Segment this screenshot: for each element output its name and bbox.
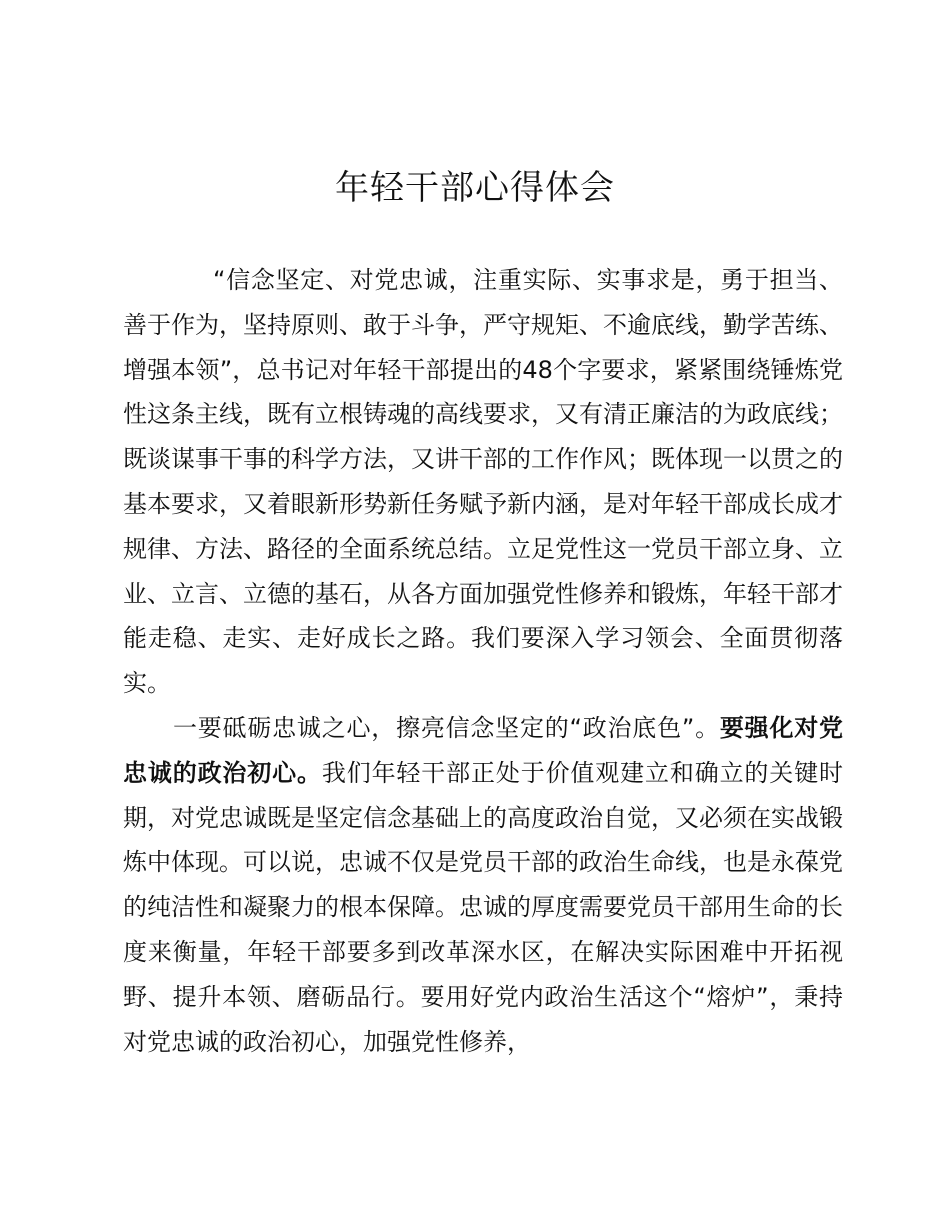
paragraph-intro: “信念坚定、对党忠诚，注重实际、实事求是，勇于担当、善于作为，坚持原则、敢于斗争，严守规矩、不逾底线，勤学苦练、增强本领”，总书记对年轻干部提出的48个字要求，紧紧围绕锤炼党性这条主线，既有立根铸魂的高线要求，又有清正廉洁的为政底线；既谈谋事干事的科学方法，又讲干部的工作作风；既体现一以贯之的基本要求，又着眼新形势新任务赋予新内涵，是对年轻干部成长成才规律、方法、路径的全面系统总结。立足党性这一党员干部立身、立业、立言、立德的基石，从各方面加强党性修养和锻炼，年轻干部才能走稳、走实、走好成长之路。我们要深入学习领会、全面贯彻落实。 bbox=[123, 266, 843, 698]
paragraph-bold-heading: 要强化对党忠诚的政治初心。 bbox=[123, 713, 844, 787]
document-body bbox=[123, 258, 843, 1064]
paragraph-lead-sentence: 一要砥砺忠诚之心，擦亮信念坚定的“政治底色”。 bbox=[173, 713, 720, 742]
page-title: 年轻干部心得体会 bbox=[335, 168, 615, 208]
paragraph-body-text: 我们年轻干部正处于价值观建立和确立的关键时期，对党忠诚既是坚定信念基础上的高度政治自觉，又必须在实战锻炼中体现。可以说，忠诚不仅是党员干部的政治生命线，也是永葆党的纯洁性和凝聚力的根本保障。忠诚的厚度需要党员干部用生命的长度来衡量，年轻干部要多到改革深水区，在解决实际困难中开拓视野、提升本领、磨砺品行。要用好党内政治生活这个“熔炉”，秉持对党忠诚的政治初心，加强党性修养， bbox=[123, 758, 844, 1056]
paragraph-loyalty bbox=[123, 706, 843, 1064]
